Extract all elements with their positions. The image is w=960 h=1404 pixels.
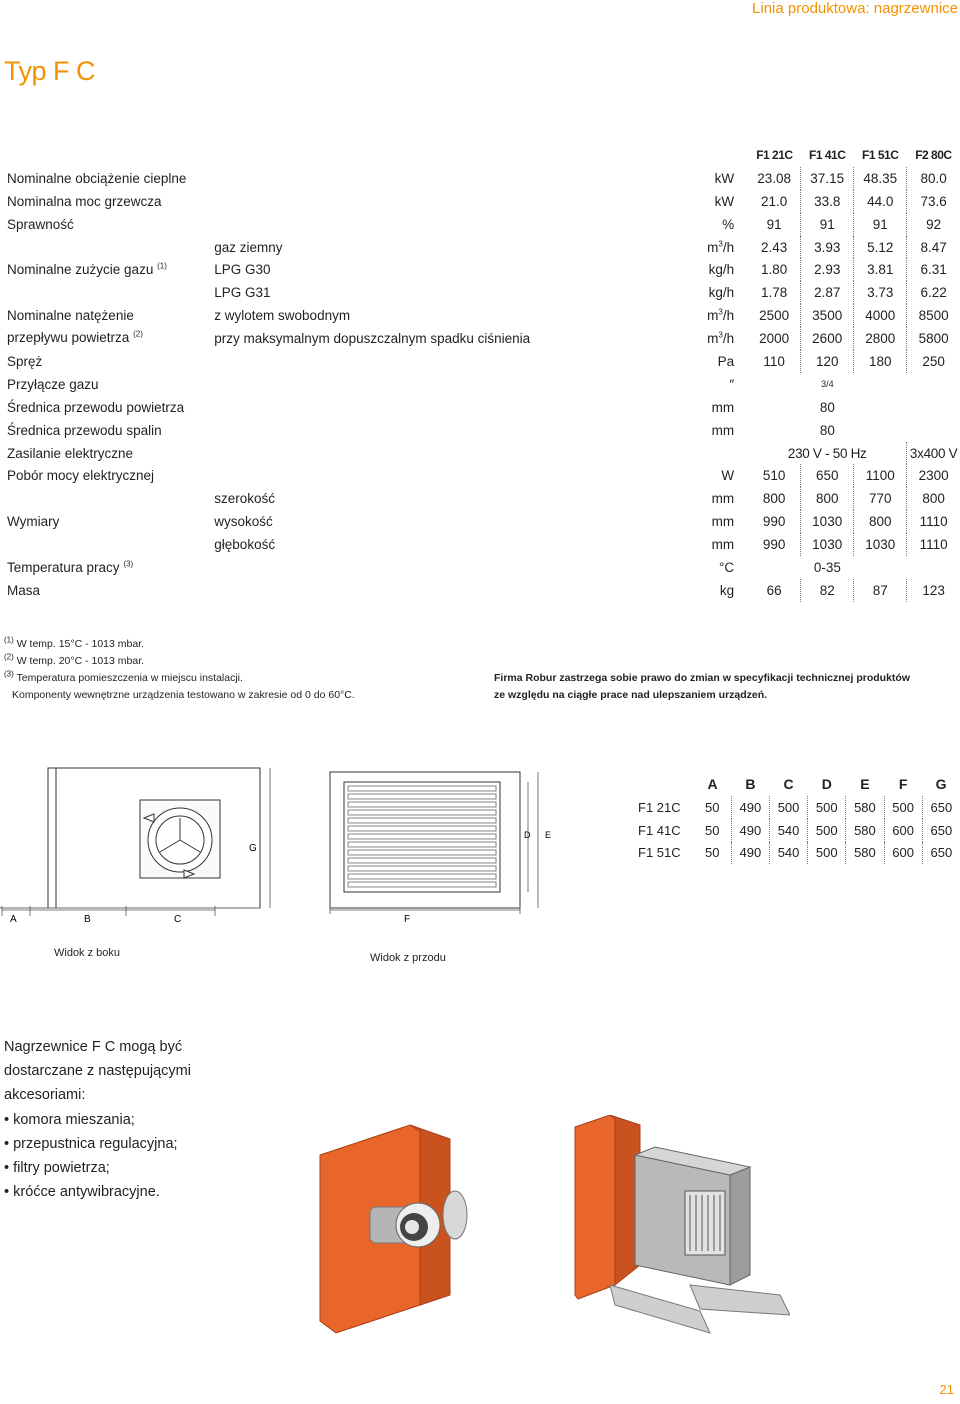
- dims-header: A: [707, 776, 718, 792]
- dim-label-b: B: [84, 914, 91, 925]
- spec-row: [0, 556, 960, 579]
- value-cell: 1030: [854, 533, 907, 556]
- value-cell: 21.0: [748, 190, 801, 213]
- dims-cell: 490: [731, 796, 769, 819]
- front-frame: [330, 772, 520, 908]
- dims-header: G: [935, 776, 947, 792]
- value-cell: 82: [801, 579, 854, 602]
- value-cell: 73.6: [920, 193, 947, 209]
- spec-row: [0, 419, 960, 442]
- row-label: Nominalne natężenie przepływu powietrza $^{(2)}$: [7, 308, 143, 346]
- dims-cell: 500: [808, 819, 846, 842]
- dims-cell: 580: [846, 819, 884, 842]
- row-label: Sprawność: [7, 216, 74, 232]
- louvre-slat: [348, 826, 496, 831]
- row-label: Średnica przewodu powietrza: [7, 399, 185, 415]
- value-cell: 80: [819, 399, 835, 415]
- dims-header-row: [638, 772, 960, 796]
- row-label: Pobór mocy elektrycznej: [7, 468, 155, 484]
- value-cell: 1110: [919, 537, 948, 553]
- row-unit: kg: [719, 582, 735, 598]
- dimensions-table: [638, 772, 960, 864]
- row-unit: %: [722, 216, 735, 232]
- row-unit: kW: [714, 170, 735, 186]
- row-unit: mm: [711, 537, 735, 553]
- footnote: $^{(1)}$ W temp. 15°C - 1013 mbar.: [4, 635, 145, 650]
- value-cell: 4000: [854, 304, 907, 327]
- dims-cell: 650: [930, 845, 953, 861]
- product-illustration: [310, 1115, 790, 1335]
- dims-model: F1 21C: [638, 799, 681, 815]
- sub-label: gaz ziemny: [214, 239, 283, 255]
- side-view-drawing: [0, 760, 300, 970]
- dim-label-e: E: [545, 830, 552, 840]
- dims-cell: 540: [769, 819, 807, 842]
- heater-unit-right-image: [575, 1115, 790, 1333]
- spec-header-row: [0, 144, 960, 167]
- row-unit: $m^3/h$: [707, 239, 735, 255]
- value-cell: 110: [748, 350, 801, 373]
- value-cell: 8500: [918, 308, 949, 324]
- row-unit: mm: [711, 399, 735, 415]
- spec-table: [0, 144, 960, 602]
- value-cell: 770: [854, 487, 907, 510]
- row-unit: kg/h: [708, 285, 735, 301]
- dims-cell: 580: [846, 796, 884, 819]
- row-unit: ″: [729, 376, 735, 392]
- dims-header: F: [898, 776, 908, 792]
- value-cell: 1100: [854, 464, 907, 487]
- dims-cell: 600: [884, 819, 922, 842]
- value-cell: 2300: [918, 468, 949, 484]
- dims-header: D: [821, 776, 832, 792]
- louvre-slat: [348, 818, 496, 823]
- row-unit: kW: [714, 193, 735, 209]
- value-cell: 5800: [918, 331, 949, 347]
- value-cell: 2800: [854, 327, 907, 350]
- value-cell: 800: [854, 510, 907, 533]
- dim-label-c: C: [174, 914, 182, 925]
- value-cell: 2600: [801, 327, 854, 350]
- footnote: Komponenty wewnętrzne urządzenia testowano w zakresie od 0 do 60°C.: [12, 689, 355, 701]
- value-cell: 650: [801, 464, 854, 487]
- sub-label: głębokość: [214, 537, 276, 553]
- dims-model: F1 41C: [638, 822, 681, 838]
- value-cell: 80: [819, 422, 835, 438]
- louvre-slat: [348, 866, 496, 871]
- sub-label: LPG G31: [214, 285, 271, 301]
- row-label: Masa: [7, 582, 41, 598]
- value-cell: 800: [801, 487, 854, 510]
- value-cell: 990: [748, 533, 801, 556]
- value-cell: 23.08: [748, 167, 801, 190]
- louvre-group: [348, 786, 496, 887]
- dims-header: B: [745, 776, 756, 792]
- value-cell: 123: [922, 582, 945, 598]
- value-cell: 2.87: [801, 281, 854, 304]
- value-cell: 48.35: [854, 167, 907, 190]
- value-cell: 250: [922, 353, 945, 369]
- accessories-list: [4, 1108, 204, 1205]
- dims-cell: 490: [731, 819, 769, 842]
- value-cell: 8.47: [920, 239, 947, 255]
- accessories-block: [4, 1035, 204, 1204]
- spec-row: [0, 442, 960, 465]
- value-cell: 5.12: [854, 236, 907, 259]
- dims-cell: 580: [846, 842, 884, 865]
- row-label: Spręż: [7, 353, 43, 369]
- value-cell: 3x400 V: [909, 445, 958, 461]
- value-cell: 91: [801, 213, 854, 236]
- spec-row: [0, 396, 960, 419]
- row-label: Nominalne zużycie gazu $^{(1)}$: [7, 261, 167, 278]
- row-label: Nominalne obciążenie cieplne: [7, 170, 187, 186]
- page-number: 21: [939, 1382, 954, 1397]
- model-header: F1 51C: [862, 148, 899, 163]
- sub-label: szerokość: [214, 491, 276, 507]
- sub-label: z wylotem swobodnym: [214, 308, 351, 324]
- dims-cell: 600: [884, 842, 922, 865]
- footnote: $^{(3)}$ Temperatura pomieszczenia w miejscu instalacji.: [4, 669, 243, 684]
- footnote: $^{(2)}$ W temp. 20°C - 1013 mbar.: [4, 652, 145, 667]
- louvre-slat: [348, 794, 496, 799]
- sub-label: wysokość: [214, 514, 273, 530]
- header-product-line: Linia produktowa: nagrzewnice: [752, 0, 958, 17]
- row-unit: mm: [711, 491, 735, 507]
- spec-row: [0, 213, 960, 236]
- dims-cell: 500: [769, 796, 807, 819]
- spec-row: [0, 373, 960, 396]
- value-cell: 510: [748, 464, 801, 487]
- value-cell: 66: [748, 579, 801, 602]
- value-cell: 180: [854, 350, 907, 373]
- value-cell: 0-35: [813, 559, 841, 575]
- list-item: • króćce antywibracyjne.: [4, 1180, 204, 1204]
- value-cell: 6.22: [920, 285, 947, 301]
- front-view-drawing: [300, 760, 600, 940]
- row-unit: Pa: [717, 353, 735, 369]
- value-cell: 2.43: [748, 236, 801, 259]
- row-unit: °C: [718, 559, 735, 575]
- dims-cell: 490: [731, 842, 769, 865]
- row-unit: mm: [711, 514, 735, 530]
- row-label: Temperatura pracy $^{(3)}$: [7, 559, 134, 575]
- disclaimer-line: ze względu na ciągłe prace nad ulepszaniem urządzeń.: [494, 689, 768, 701]
- row-label: Nominalna moc grzewcza: [7, 193, 162, 209]
- page-title: Typ F C: [4, 56, 96, 86]
- dims-row: [638, 819, 960, 842]
- value-cell: 120: [801, 350, 854, 373]
- spec-row: [0, 579, 960, 602]
- dims-cell: 50: [694, 842, 732, 865]
- dims-cell: 540: [769, 842, 807, 865]
- spec-row: [0, 167, 960, 190]
- value-cell: 1.80: [748, 258, 801, 281]
- value-cell: 2000: [748, 327, 801, 350]
- dims-row: [638, 842, 960, 865]
- value-cell: 800: [922, 491, 945, 507]
- heater-unit-left-image: [320, 1125, 467, 1333]
- value-cell: 230 V - 50 Hz: [748, 442, 907, 465]
- dims-cell: 500: [808, 842, 846, 865]
- disclaimer-note: [494, 670, 910, 704]
- value-cell: 3.93: [801, 236, 854, 259]
- value-cell: 2500: [748, 304, 801, 327]
- louvre-slat: [348, 882, 496, 887]
- value-cell: 33.8: [801, 190, 854, 213]
- accessories-intro: Nagrzewnice F C mogą być dostarczane z następującymi akcesoriami:: [4, 1039, 191, 1104]
- dim-label-a: A: [10, 914, 17, 925]
- value-cell: 1030: [801, 510, 854, 533]
- value-cell: 91: [748, 213, 801, 236]
- value-cell: 87: [854, 579, 907, 602]
- model-header: F1 41C: [809, 148, 846, 163]
- row-label: Przyłącze gazu: [7, 376, 99, 392]
- sub-label: LPG G30: [214, 262, 271, 278]
- spec-row: [0, 304, 960, 327]
- spec-row: [0, 236, 960, 259]
- dims-header: C: [783, 776, 794, 792]
- value-cell: 3.81: [854, 258, 907, 281]
- list-item: • komora mieszania;: [4, 1108, 204, 1132]
- value-cell: 44.0: [854, 190, 907, 213]
- value-cell: 990: [748, 510, 801, 533]
- louvre-slat: [348, 874, 496, 879]
- value-cell: 3/4: [821, 379, 834, 390]
- row-label: Wymiary: [7, 514, 60, 530]
- model-header: F1 21C: [756, 148, 793, 163]
- row-unit: $m^3/h$: [707, 330, 735, 347]
- value-cell: 1.78: [748, 281, 801, 304]
- dim-label-g: G: [249, 843, 257, 854]
- row-unit: $m^3/h$: [707, 307, 735, 324]
- value-cell: 1030: [801, 533, 854, 556]
- row-unit: W: [721, 468, 735, 484]
- dim-label-f: F: [404, 914, 411, 925]
- front-view-caption: Widok z przodu: [370, 952, 446, 964]
- value-cell: 37.15: [801, 167, 854, 190]
- footnotes: [4, 636, 355, 704]
- dims-cell: 50: [694, 796, 732, 819]
- value-cell: 800: [748, 487, 801, 510]
- spec-row: [0, 487, 960, 510]
- dims-header: E: [860, 776, 870, 792]
- value-cell: 6.31: [920, 262, 947, 278]
- side-view-caption: Widok z boku: [54, 947, 121, 959]
- model-header: F2 80C: [915, 148, 952, 163]
- disclaimer-line: Firma Robur zastrzega sobie prawo do zmian w specyfikacji technicznej produktów: [494, 672, 911, 684]
- value-cell: 92: [926, 216, 942, 232]
- list-item: • przepustnica regulacyjna;: [4, 1132, 204, 1156]
- sub-label: przy maksymalnym dopuszczalnym spadku ciśnienia: [214, 331, 531, 347]
- spec-row: [0, 350, 960, 373]
- dims-cell: 50: [694, 819, 732, 842]
- dims-row: [638, 796, 960, 819]
- louvre-slat: [348, 834, 496, 839]
- spec-row: [0, 190, 960, 213]
- row-label: Średnica przewodu spalin: [7, 422, 162, 438]
- value-cell: 3.73: [854, 281, 907, 304]
- spec-row: [0, 464, 960, 487]
- dims-cell: 650: [930, 822, 953, 838]
- louvre-slat: [348, 802, 496, 807]
- louvre-slat: [348, 850, 496, 855]
- dim-label-d: D: [524, 830, 531, 840]
- dims-model: F1 51C: [638, 845, 681, 861]
- louvre-slat: [348, 842, 496, 847]
- row-unit: kg/h: [708, 262, 735, 278]
- list-item: • filtry powietrza;: [4, 1156, 204, 1180]
- value-cell: 91: [854, 213, 907, 236]
- value-cell: 3500: [801, 304, 854, 327]
- dims-cell: 650: [930, 799, 953, 815]
- row-label: Zasilanie elektryczne: [7, 445, 134, 461]
- value-cell: 1110: [919, 514, 948, 530]
- value-cell: 80.0: [920, 170, 947, 186]
- louvre-slat: [348, 858, 496, 863]
- value-cell: 2.93: [801, 258, 854, 281]
- row-unit: mm: [711, 422, 735, 438]
- louvre-slat: [348, 786, 496, 791]
- louvre-slat: [348, 810, 496, 815]
- dims-cell: 500: [808, 796, 846, 819]
- dims-cell: 500: [884, 796, 922, 819]
